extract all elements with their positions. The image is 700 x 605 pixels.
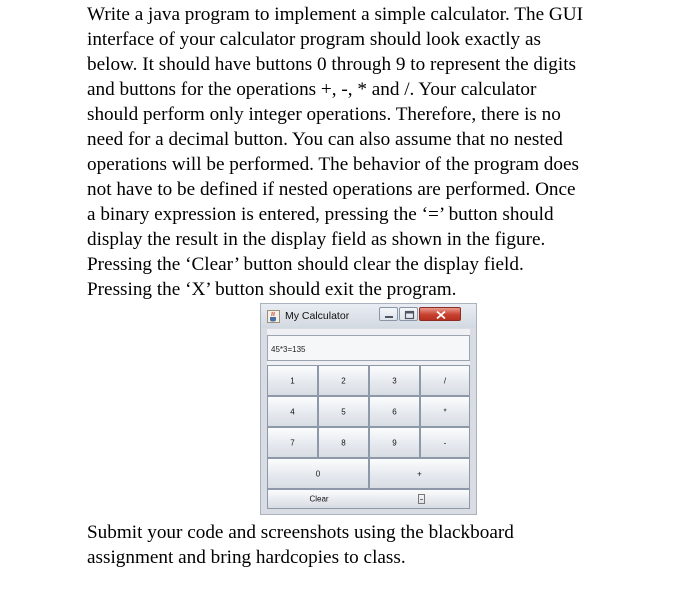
key-2[interactable]: 2 (318, 365, 369, 396)
title-bar[interactable] (261, 304, 476, 328)
key-5[interactable]: 5 (318, 396, 369, 427)
key-9[interactable]: 9 (369, 427, 420, 458)
clear-button[interactable]: Clear (267, 489, 470, 509)
text-line: assignment and bring hardcopies to class. (87, 547, 406, 568)
submission-paragraph (87, 520, 687, 570)
maximize-icon (400, 308, 419, 322)
close-button[interactable] (419, 307, 461, 321)
cursor-icon (418, 494, 425, 504)
key-subtract[interactable]: - (420, 427, 470, 458)
key-divide[interactable]: / (420, 365, 470, 396)
display-value: 45*3=135 (271, 345, 306, 354)
text-line: operations will be performed. The behavior of the program does (87, 154, 579, 175)
key-6[interactable]: 6 (369, 396, 420, 427)
calculator-window (260, 303, 477, 515)
minimize-button[interactable] (379, 307, 398, 321)
key-add[interactable]: + (369, 458, 470, 489)
text-line: a binary expression is entered, pressing the ‘=’ button should (87, 204, 554, 225)
maximize-button[interactable] (399, 307, 418, 321)
key-0[interactable]: 0 (267, 458, 369, 489)
calculator-body (267, 329, 470, 509)
window-title: My Calculator (285, 310, 350, 322)
instructions-paragraph (87, 2, 687, 302)
text-line: Write a java program to implement a simple calculator. The GUI (87, 4, 583, 25)
text-line: Pressing the ‘X’ button should exit the program. (87, 279, 457, 300)
text-line: and buttons for the operations +, -, * and /. Your calculator (87, 79, 537, 100)
key-7[interactable]: 7 (267, 427, 318, 458)
java-cup-icon (267, 310, 280, 323)
text-line: not have to be defined if nested operations are performed. Once (87, 179, 576, 200)
text-line: Submit your code and screenshots using the blackboard (87, 522, 514, 543)
key-multiply[interactable]: * (420, 396, 470, 427)
close-icon (420, 308, 462, 322)
text-line: Pressing the ‘Clear’ button should clear the display field. (87, 254, 524, 275)
key-4[interactable]: 4 (267, 396, 318, 427)
minimize-icon (380, 308, 399, 322)
display-field[interactable] (267, 335, 470, 361)
key-1[interactable]: 1 (267, 365, 318, 396)
key-3[interactable]: 3 (369, 365, 420, 396)
text-line: should perform only integer operations. Therefore, there is no (87, 104, 561, 125)
text-line: need for a decimal button. You can also assume that no nested (87, 129, 563, 150)
key-8[interactable]: 8 (318, 427, 369, 458)
text-line: below. It should have buttons 0 through 9 to represent the digits (87, 54, 577, 75)
text-line: display the result in the display field as shown in the figure. (87, 229, 546, 250)
text-line: interface of your calculator program should look exactly as (87, 29, 541, 50)
